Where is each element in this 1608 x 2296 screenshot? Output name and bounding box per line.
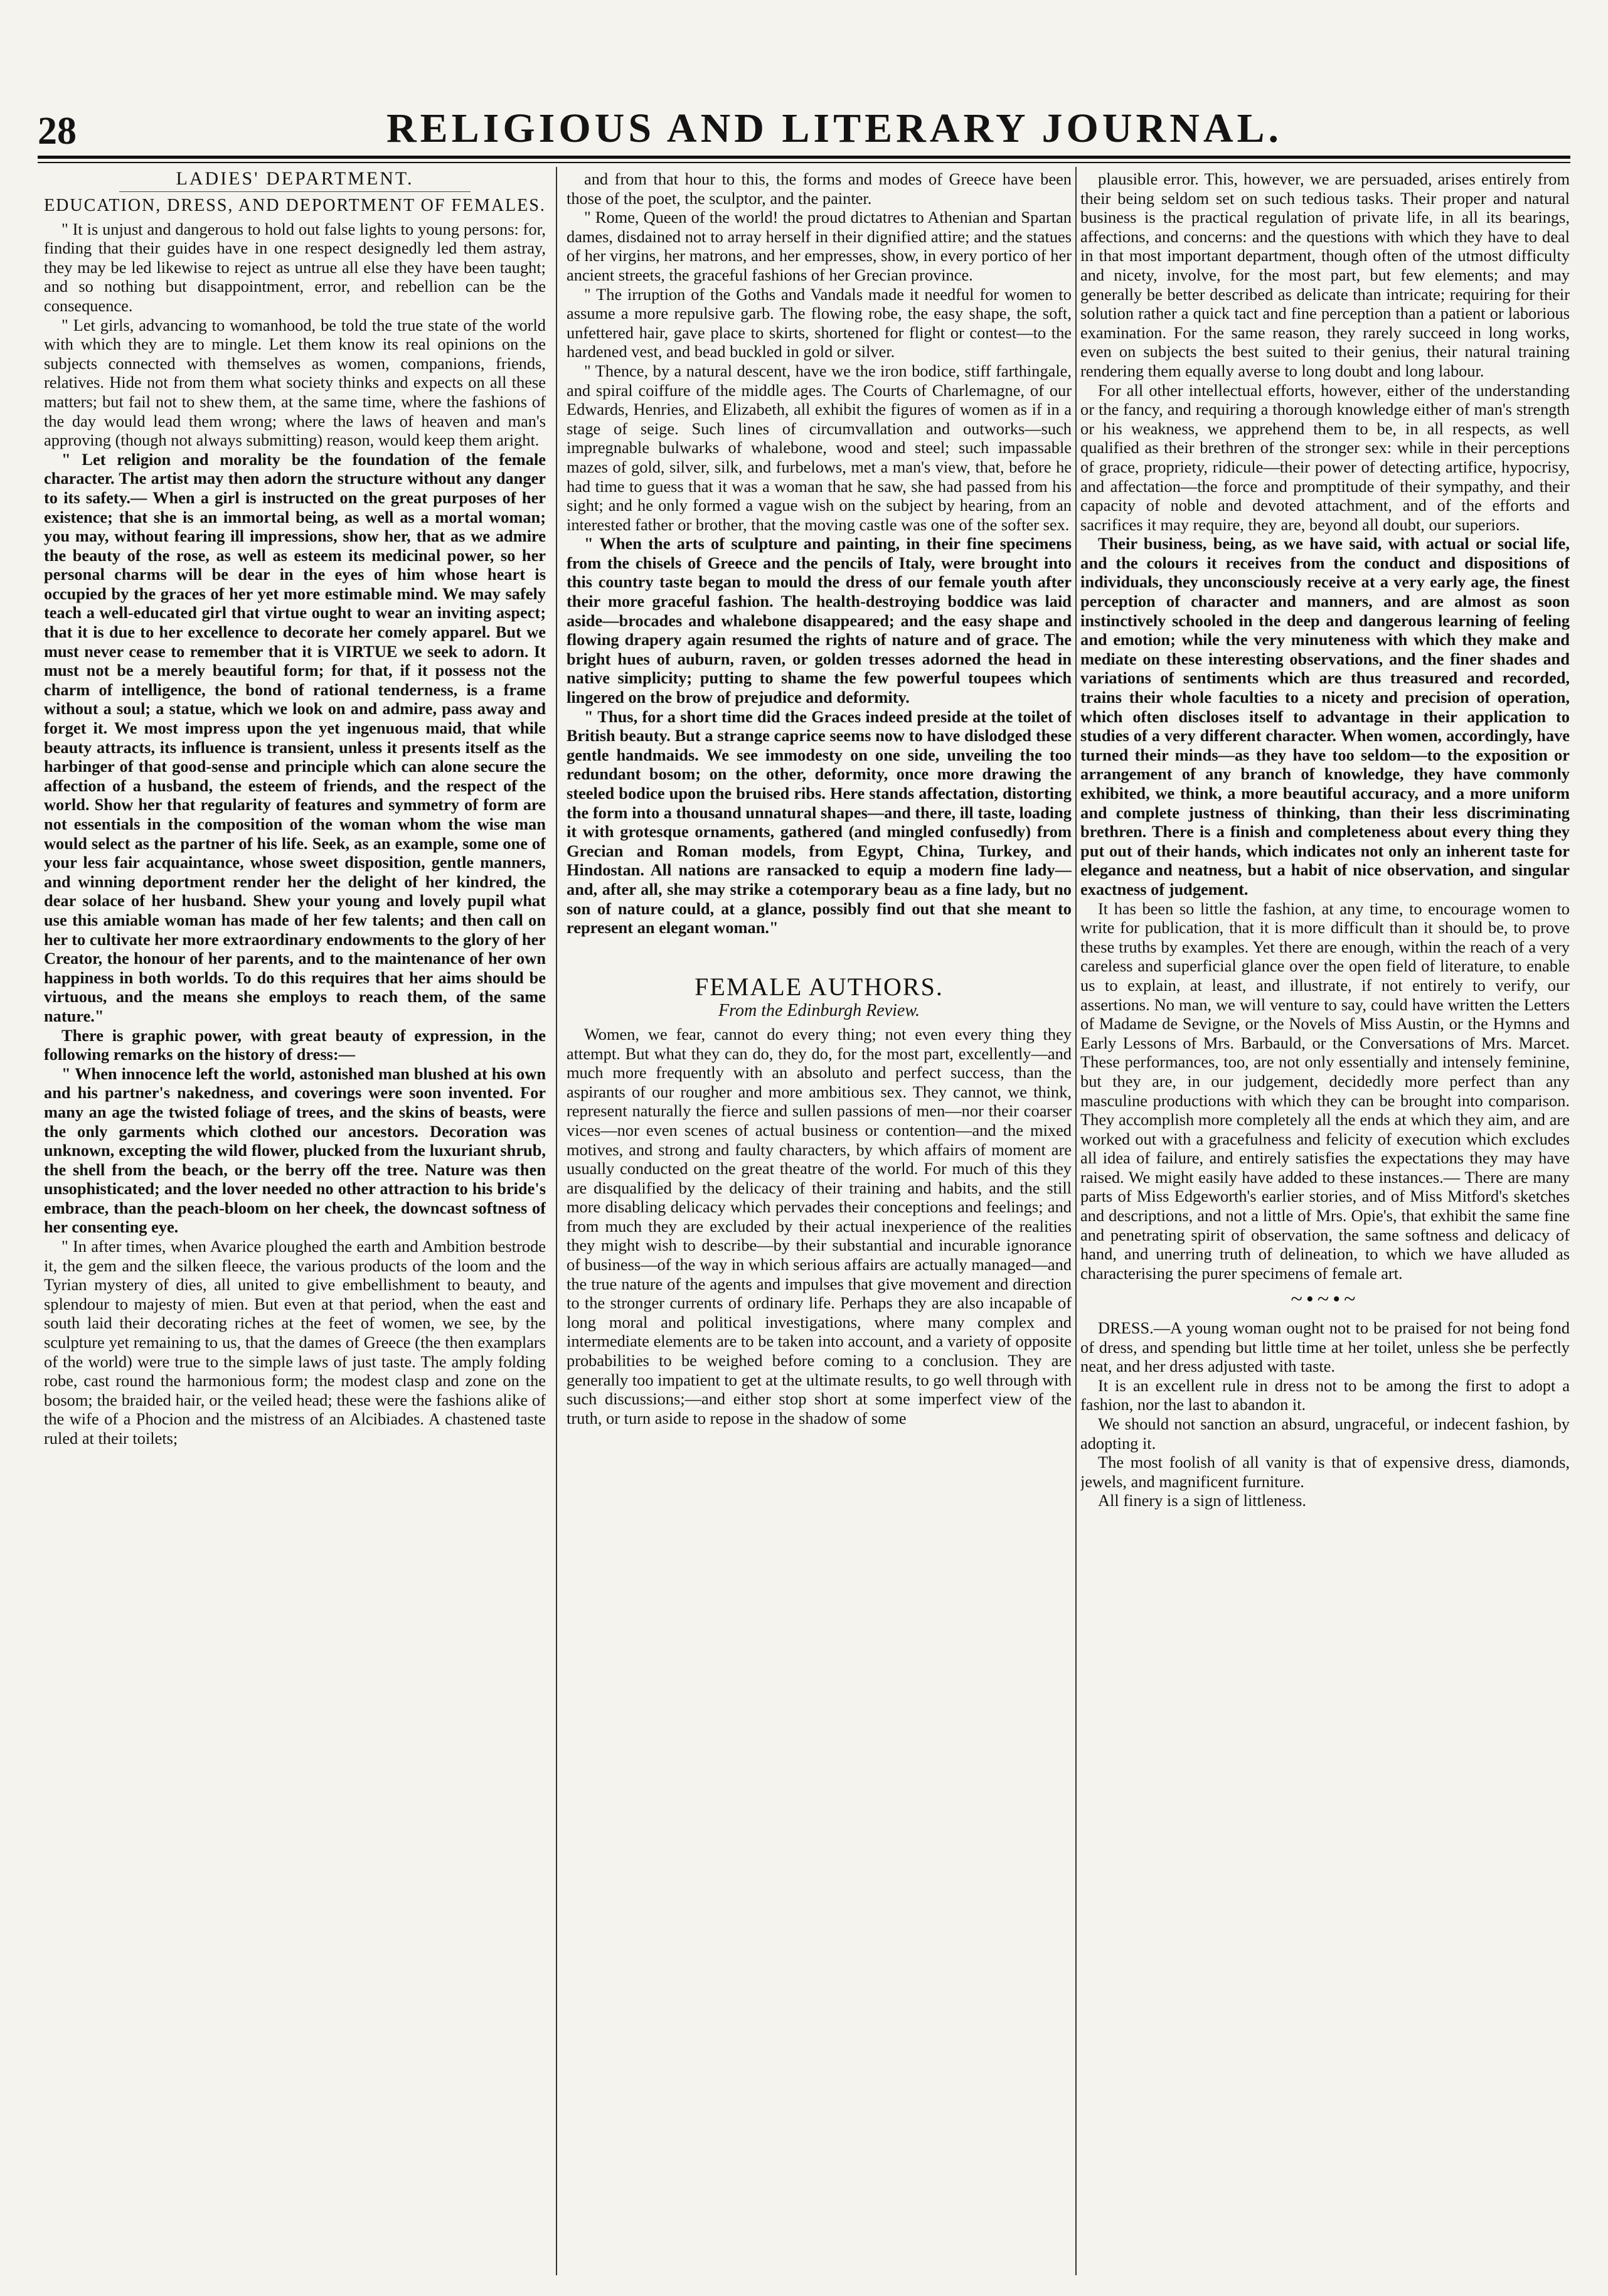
bold-passage <box>567 534 1072 937</box>
heading-rule <box>119 191 471 192</box>
paragraph: DRESS.—A young woman ought not to be praised for not being fond of dress, and spending but little time at her toilet, unless she be perfectly neat, and her dress adjusted with taste. <box>1080 1318 1570 1376</box>
paragraph: " When the arts of sculpture and painting, in their fine specimens from the chisels of Greece and the pencils of Italy, were brought into this country taste began to mould the dress of our female youth after their more graceful fashion. The health-destroying boddice was laid aside—brocades and whalebone disappeared; and the easy shape and flowing drapery again resumed the rights of nature and of grace. The bright hues of auburn, raven, or golden tresses adorned the head in native simplicity; putting to shame the few powerful toupees which lingered on the brow of prejudice and deformity. <box>567 534 1072 707</box>
paragraph: " Rome, Queen of the world! the proud dictatres to Athenian and Spartan dames, disdained not to array herself in their dignified attire; and the statues of her virgins, her matrons, and her empresses, show, in every portico of her ancient streets, the graceful fashions of her Grecian province. <box>567 208 1072 284</box>
bold-passage <box>44 450 546 1237</box>
paragraph: Their business, being, as we have said, with actual or social life, and the colours it receives from the conduct and dispositions of individuals, they unconsciously receive at a very early age, the finest perception of character and manners, and are almost as soon instinctively schooled in the deep and dangerous learning of feeling and emotion; while the very minuteness with which they make and mediate on these interesting observations, and the finer shades and variations of sentiments which are thus treasured and recorded, trains their whole faculties to a nicety and precision of operation, which often discloses itself to advantage in their application to studies of a very different character. When women, accordingly, have turned their minds—as they have too seldom—to the exposition or arrangement of any branch of knowledge, they have commonly exhibited, we think, a more beautiful accuracy, and a more uniform and complete justness of thinking, than their less discriminating brethren. There is a finish and completeness about every thing they put out of their hands, which indicates not only an inherent taste for elegance and neatness, but a habit of nice observation, and singular exactness of judgement. <box>1080 534 1570 899</box>
essay-title: EDUCATION, DRESS, AND DEPORTMENT OF FEMALES. <box>44 195 546 215</box>
department-heading: LADIES' DEPARTMENT. <box>176 169 414 189</box>
paragraph: All finery is a sign of littleness. <box>1098 1491 1307 1510</box>
journal-title: RELIGIOUS AND LITERARY JOURNAL. <box>386 105 1283 151</box>
paragraph: Women, we fear, cannot do every thing; not even every thing they attempt. But what they can do, they do, for the most part, excellently—and much more frequently with an absoluto and perfect success, than the aspirants of our rougher and more ambitious sex. They cannot, we think, represent naturally the fierce and sullen passions of men—nor their coarser vices—nor even scenes of actual business or contention—and the mixed motives, and strong and faulty characters, by which affairs of moment are usually conducted on the great theatre of the world. For much of this they are disqualified by the delicacy of their training and habits, and the still more disabling delicacy which pervades their conceptions and feelings; and from much they are excluded by their actual inexperience of the realities they might wish to describe—by their substantial and incurable ignorance of business—of the way in which serious affairs are actually managed—and the true nature of the agents and impulses that give movement and direction to the stronger currents of ordinary life. Perhaps they are also incapable of long moral and political investigations, where many complex and intermediate elements are to be taken into account, and a variety of opposite probabilities to be weighed before coming to a conclusion. They are generally too impatient to get at the ultimate results, to go well through with such discussions;—and either stop short at some imperfect view of the truth, or turn aside to repose in the shadow of some <box>567 1024 1072 1428</box>
section-title: FEMALE AUTHORS. <box>695 972 944 1001</box>
column-right <box>1080 169 1570 2272</box>
column-left <box>44 169 546 2272</box>
ornament-divider: ~•~•~ <box>1291 1288 1360 1311</box>
paragraph: For all other intellectual efforts, however, either of the understanding or the fancy, and requiring a thorough knowledge either of man's strength or his weakness, we apprehend them to be, in all respects, as well qualified as their brethren of the stronger sex: while in their perceptions of grace, propriety, ridicule—their power of detecting artifice, hypocrisy, and affectation—the force and promptitude of their sympathy, and their capacity of noble and devoted attachment, and of the efforts and sacrifices it may require, they are, beyond all doubt, our superiors. <box>1080 380 1570 534</box>
column-divider <box>556 167 557 2275</box>
paragraph: " When innocence left the world, astonished man blushed at his own and his partner's nakedness, and coverings were soon invented. For many an age the twisted foliage of trees, and the skins of beasts, were the only garments which clothed our ancestors. Decoration was unknown, excepting the wild flower, plucked from the luxuriant shrub, the shell from the beach, or the berry off the tree. Nature was then unsophisticated; and the lover needed no other attraction to his bride's embrace, than the peach-bloom on her cheek, the downcast softness of her consenting eye. <box>44 1064 546 1237</box>
paragraph: It is an excellent rule in dress not to be among the first to adopt a fashion, nor the last to abandon it. <box>1080 1375 1570 1414</box>
paragraph: and from that hour to this, the forms and modes of Greece have been those of the poet, the sculptor, and the painter. <box>567 169 1072 208</box>
header-rule <box>38 156 1570 159</box>
paragraph: " Let religion and morality be the foundation of the female character. The artist may then adorn the structure without any danger to its safety.— When a girl is instructed on the great purposes of her existence; that she is an immortal being, as well as a mortal woman; you may, without fearing ill impressions, show her, that as we admire the beauty of the rose, as well as esteem its medicinal power, so her personal charms will be dear in the eyes of him whose heart is occupied by the graces of her yet more estimable mind. We may safely teach a well-educated girl that virtue ought to wear an inviting aspect; that it is due to her excellence to decorate her comely apparel. But we must never cease to remember that it is VIRTUE we seek to adorn. It must not be a merely beautiful form; for that, if it possess not the charm of intelligence, the bond of rational tenderness, is a frame without a soul; a statue, which we look on and admire, pass away and forget it. We most impress upon the yet ingenuous maid, that while beauty attracts, its influence is transient, unless it presents itself as the harbinger of that good-sense and principle which can alone secure the affection of a husband, the esteem of friends, and the respect of the world. Show her that regularity of features and symmetry of form are not essentials in the composition of the woman whom the wise man would select as the partner of his life. Seek, as an example, some one of your less fair acquaintance, whose sweet disposition, gentle manners, and winning deportment render her the delight of her kindred, the dear solace of her husband. Shew your young and lovely pupil what use this amiable woman has made of her few talents; and then call on her to cultivate her more extraordinary endowments to the glory of her Creator, the honour of her parents, and to the maintenance of her own happiness in both worlds. To do this requires that her aims should be virtuous, and the means she employs to reach them, of the same nature." <box>44 449 546 1025</box>
paragraph: plausible error. This, however, we are persuaded, arises entirely from their being seldom set on such tedious tasks. Their proper and natural business is the practical regulation of private life, in all its bearings, affections, and concerns: and the questions with which they have to deal in that most important department, though often of the utmost difficulty and nicety, involve, for the most part, but few elements; and may generally be better described as delicate than intricate; requiring for their solution rather a quick tact and fine perception than a patient or laborious examination. For the same reason, they rarely succeed in long works, even on subjects the best suited to their genius, their natural training rendering them equally averse to long doubt and long labour. <box>1080 169 1570 380</box>
paragraph: " Let girls, advancing to womanhood, be told the true state of the world with which they are to mingle. Let them know its real opinions on the subjects connected with themselves as women, companions, friends, relatives. Hide not from them what society thinks and expects on all these matters; but fail not to shew them, at the same time, where the fashions of the day would lead them wrong; where the laws of heaven and man's approving (though not always submitting) reason, would keep them aright. <box>44 315 546 450</box>
paragraph: " In after times, when Avarice ploughed the earth and Ambition bestrode it, the gem and the silken fleece, the various products of the loom and the Tyrian mystery of dies, all united to give embellishment to beauty, and splendour to majesty of mien. But even at that period, when the east and south laid their decorating riches at the feet of women, we see, by the sculpture yet remaining to us, that the dames of Greece (the then examplars of the world) were true to the simple laws of just taste. The amply folding robe, cast round the harmonious form; the modest clasp and zone on the bosom; the braided hair, or the veiled head; these were the fashions alike of the wife of a Phocion and the mistress of an Alcibiades. A chastened taste ruled at their toilets; <box>44 1237 546 1448</box>
paragraph: We should not sanction an absurd, ungraceful, or indecent fashion, by adopting it. <box>1080 1414 1570 1453</box>
paragraph: " The irruption of the Goths and Vandals made it needful for women to assume a more repulsive garb. The flowing robe, the easy shape, the soft, unfettered hair, gave place to skirts, shortened for flight or contest—to the hardened vest, and bead buckled in gold or silver. <box>567 284 1072 361</box>
column-middle <box>567 169 1072 2272</box>
paragraph: " Thence, by a natural descent, have we the iron bodice, stiff farthingale, and spiral coiffure of the middle ages. The Courts of Charlemagne, of our Edwards, Henries, and Elizabeth, all exhibit the figures of women as if in a stage of seige. Such lines of circumvallation and outworks—such impregnable bulwarks of whalebone, wood and steel; such impassable mazes of gold, silver, silk, and furbelows, met a man's view, that, before he had time to guess that it was a woman that he saw, she had passed from his sight; and he only formed a vague wish on the subject by hearing, from an interested father or brother, that the moving castle was one of the softer sex. <box>567 361 1072 534</box>
header-rule-thin <box>38 162 1570 163</box>
page-number: 28 <box>38 110 77 152</box>
paragraph: There is graphic power, with great beauty of expression, in the following remarks on the history of dress:— <box>44 1025 546 1064</box>
paragraph: The most foolish of all vanity is that of expensive dress, diamonds, jewels, and magnificent furniture. <box>1080 1453 1570 1491</box>
bold-passage <box>1080 534 1570 899</box>
paragraph: It has been so little the fashion, at any time, to encourage women to write for publication, that it is more difficult than it should be, to prove these truths by examples. Yet there are enough, within the reach of a very careless and superficial glance over the open field of literature, to enable us to explain, at least, and illustrate, if not entirely to verify, our assertions. No man, we will venture to say, could have written the Letters of Madame de Sevigne, or the Novels of Miss Austin, or the Hymns and Early Lessons of Mrs. Barbauld, or the Conversations of Mrs. Marcet. These performances, too, are not only essentially and intensely feminine, but they are, in our judgement, decidedly more perfect than any masculine productions with which they can be brought into comparison. They accomplish more completely all the ends at which they aim, and are worked out with a gracefulness and felicity of execution which excludes all idea of failure, and entirely satisfies the expectations they may have raised. We might easily have added to these instances.— There are many parts of Miss Edgeworth's earlier stories, and of Miss Mitford's sketches and descriptions, and not a little of Mrs. Opie's, that exhibit the same fine and penetrating spirit of observation, the same softness and delicacy of hand, and unerring truth of delineation, to which we have alluded as characterising the purer specimens of female art. <box>1080 899 1570 1283</box>
paragraph: " It is unjust and dangerous to hold out false lights to young persons: for, finding that their guides have in one respect designedly led them astray, they may be led likewise to reject as untrue all else they have been taught; and so nothing but disappointment, error, and rebellion can be the consequence. <box>44 219 546 315</box>
paragraph: " Thus, for a short time did the Graces indeed preside at the toilet of British beauty. But a strange caprice seems now to have dislodged these gentle handmaids. We see immodesty on one side, unveiling the too redundant bosom; on the other, deformity, once more drawing the steeled bodice upon the bruised ribs. Here stands affectation, distorting the form into a thousand unnatural shapes—and there, ill taste, loading it with grotesque ornaments, gathered (and mingled confusedly) from Grecian and Roman models, from Egypt, China, Turkey, and Hindostan. All nations are ransacked to equip a modern fine lady—and, after all, she may strike a cotemporary beau as a fine lady, but no son of nature could, at a glance, possibly find out that she meant to represent an elegant woman." <box>567 707 1072 937</box>
source-attribution: From the Edinburgh Review. <box>718 1001 920 1021</box>
column-divider <box>1075 167 1077 2275</box>
